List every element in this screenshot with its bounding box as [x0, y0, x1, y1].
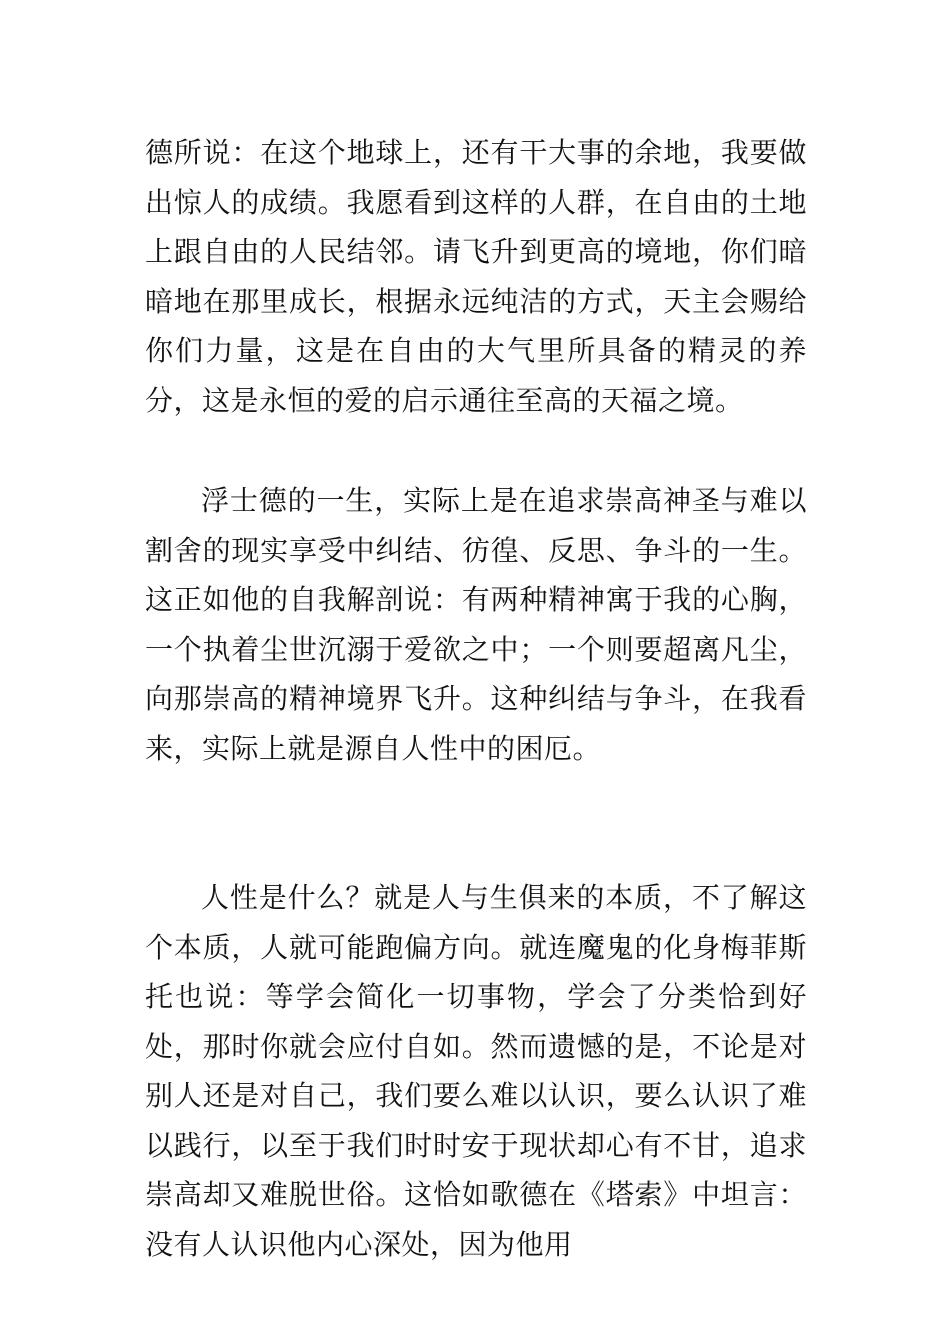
paragraph-3: 人性是什么？就是人与生俱来的本质，不了解这个本质，人就可能跑偏方向。就连魔鬼的化身梅菲斯托也说：等学会简化一切事物，学会了分类恰到好处，那时你就会应付自如。然而遗憾的是，不论是对别人还是对自己，我们要么难以认识，要么认识了难以践行，以至于我们时时安于现状却心有不甘，追求崇高却又难脱世俗。这恰如歌德在《塔索》中坦言：没有人认识他内心深处，因为他用 [145, 881, 807, 1261]
paragraph-1: 德所说：在这个地球上，还有干大事的余地，我要做出惊人的成绩。我愿看到这样的人群，在自由的土地上跟自由的人民结邻。请飞升到更高的境地，你们暗暗地在那里成长，根据永远纯洁的方式，天主会赐给你们力量，这是在自由的大气里所具备的精灵的养分，这是永恒的爱的启示通往至高的天福之境。 [145, 136, 807, 417]
paragraph-2: 浮士德的一生，实际上是在追求崇高神圣与难以割舍的现实享受中纠结、彷徨、反思、争斗的一生。这正如他的自我解剖说：有两种精神寓于我的心胸，一个执着尘世沉溺于爱欲之中；一个则要超离凡尘，向那崇高的精神境界飞升。这种纠结与争斗，在我看来，实际上就是源自人性中的困厄。 [145, 484, 807, 765]
